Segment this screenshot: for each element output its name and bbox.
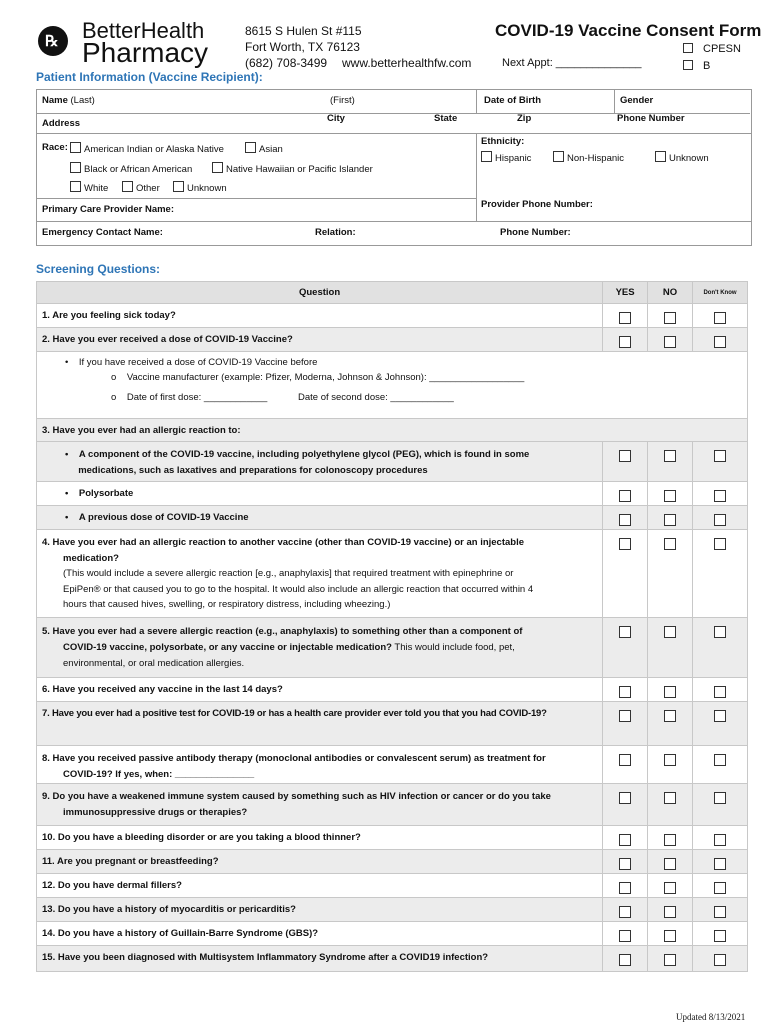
race-other[interactable]: Other [122, 181, 160, 194]
question-12: 12. Do you have dermal fillers? [37, 874, 603, 898]
question-row-15 [37, 946, 748, 972]
q14-dk-checkbox[interactable] [714, 930, 726, 942]
q5-no-checkbox[interactable] [664, 626, 676, 638]
form-title: COVID-19 Vaccine Consent Form [495, 21, 762, 40]
q12-yes-checkbox[interactable] [619, 882, 631, 894]
question-row-12 [37, 874, 748, 898]
address-line1: 8615 S Hulen St #115 [245, 24, 362, 38]
phone-label: Phone Number [617, 113, 685, 124]
q6-yes-checkbox[interactable] [619, 686, 631, 698]
question-row-14 [37, 922, 748, 946]
question-row-4 [37, 530, 748, 618]
address-line2: Fort Worth, TX 76123 [245, 40, 360, 54]
screening-heading: Screening Questions: [36, 262, 161, 276]
rx-logo-icon: ℞ [38, 26, 68, 56]
q13-no-checkbox[interactable] [664, 906, 676, 918]
pcp-label: Primary Care Provider Name: [42, 204, 175, 215]
q2-manufacturer-field[interactable]: Vaccine manufacturer (example: Pfizer, Moderna, Johnson & Johnson): __________________ [126, 372, 525, 383]
state-label: State [434, 113, 458, 124]
pharmacy-phone: (682) 708-3499 [245, 56, 328, 70]
cpesn-label: CPESN [683, 43, 741, 55]
question-1: 1. Are you feeling sick today? [37, 304, 603, 328]
patient-info-heading: Patient Information (Vaccine Recipient): [36, 70, 263, 84]
question-row-3b [37, 482, 748, 506]
q5-yes-checkbox[interactable] [619, 626, 631, 638]
q13-yes-checkbox[interactable] [619, 906, 631, 918]
question-8: 8. Have you received passive antibody therapy (monoclonal antibodies or convalescent serum) as treatment for COVID-19? If yes, when: _______________ [37, 746, 603, 784]
q2-no-checkbox[interactable] [664, 336, 676, 348]
q1-dk-checkbox[interactable] [714, 312, 726, 324]
col-no: NO [648, 282, 693, 304]
name-label: Name (Last) [42, 95, 95, 106]
city-label: City [327, 113, 345, 124]
col-question: Question [37, 282, 603, 304]
q14-no-checkbox[interactable] [664, 930, 676, 942]
updated-date: Updated 8/13/2021 [676, 1012, 746, 1022]
first-name-label: (First) [330, 95, 355, 106]
question-3: 3. Have you ever had an allergic reaction to: [37, 419, 748, 442]
q7-dk-checkbox[interactable] [714, 710, 726, 722]
q2-dk-checkbox[interactable] [714, 336, 726, 348]
q9-no-checkbox[interactable] [664, 792, 676, 804]
q3b-no-checkbox[interactable] [664, 490, 676, 502]
question-row-2 [37, 328, 748, 352]
race-american-indian[interactable]: American Indian or Alaska Native [70, 142, 224, 155]
question-13: 13. Do you have a history of myocarditis or pericarditis? [37, 898, 603, 922]
brand-bottom: Pharmacy [82, 37, 209, 68]
q13-dk-checkbox[interactable] [714, 906, 726, 918]
next-appt-field[interactable]: Next Appt: ______________ [502, 57, 642, 69]
q2-first-dose-field[interactable]: Date of first dose: ____________ [126, 392, 268, 403]
q1-yes-checkbox[interactable] [619, 312, 631, 324]
q6-no-checkbox[interactable] [664, 686, 676, 698]
screening-header-row [37, 282, 748, 304]
question-3b: • Polysorbate [37, 482, 603, 506]
question-7: 7. Have you ever had a positive test for COVID-19 or has a health care provider ever told you that you had COVID-19? [37, 702, 603, 746]
screening-table [36, 281, 748, 972]
question-row-9 [37, 784, 748, 826]
question-4: 4. Have you ever had an allergic reaction to another vaccine (other than COVID-19 vaccine) or an injectable medication? (This would include a severe allergic reaction [e.g., anaphylaxis] that required treatment with epinephrine or EpiPen® or that caused you to go to the hospital. It would also include an allergic reaction that occurred within 4 hours that caused hives, swelling, or respiratory distress, including wheezing.) [37, 530, 603, 618]
question-row-3c [37, 506, 748, 530]
q12-dk-checkbox[interactable] [714, 882, 726, 894]
q5-dk-checkbox[interactable] [714, 626, 726, 638]
q10-dk-checkbox[interactable] [714, 834, 726, 846]
b-checkbox[interactable] [683, 60, 693, 70]
relation-label: Relation: [315, 227, 356, 238]
q2-bullet: If you have received a dose of COVID-19 Vaccine before [78, 357, 318, 368]
race-unknown[interactable]: Unknown [173, 181, 227, 194]
q10-yes-checkbox[interactable] [619, 834, 631, 846]
dob-label: Date of Birth [484, 95, 541, 106]
q15-dk-checkbox[interactable] [714, 954, 726, 966]
question-5: 5. Have you ever had a severe allergic reaction (e.g., anaphylaxis) to something other than a component of COVID-19 vaccine, polysorbate, or any vaccine or injectable medication? This would include food, pet, environmental, or oral medication allergies. [37, 618, 603, 678]
q8-yes-checkbox[interactable] [619, 754, 631, 766]
ethnicity-non-hispanic[interactable]: Non-Hispanic [553, 151, 624, 164]
question-row-3 [37, 419, 748, 442]
emergency-contact-label: Emergency Contact Name: [42, 227, 163, 238]
race-label: Race: [42, 142, 68, 153]
q3b-yes-checkbox[interactable] [619, 490, 631, 502]
cpesn-checkbox[interactable] [683, 43, 693, 53]
gender-label: Gender [620, 95, 654, 106]
col-dont-know: Don't Know [693, 282, 748, 304]
race-white[interactable]: White [70, 181, 108, 194]
q7-yes-checkbox[interactable] [619, 710, 631, 722]
ec-phone-label: Phone Number: [500, 227, 571, 238]
b-label: B [683, 60, 710, 72]
question-3a: • A component of the COVID-19 vaccine, including polyethylene glycol (PEG), which is found in some medications, such as laxatives and preparations for colonoscopy procedures [37, 442, 603, 482]
question-row-11 [37, 850, 748, 874]
q8-dk-checkbox[interactable] [714, 754, 726, 766]
question-row-6 [37, 678, 748, 702]
question-14: 14. Do you have a history of Guillain-Barre Syndrome (GBS)? [37, 922, 603, 946]
question-2: 2. Have you ever received a dose of COVID-19 Vaccine? [37, 328, 603, 352]
q4-no-checkbox[interactable] [664, 538, 676, 550]
question-row-5 [37, 618, 748, 678]
q12-no-checkbox[interactable] [664, 882, 676, 894]
q15-yes-checkbox[interactable] [619, 954, 631, 966]
race-black[interactable]: Black or African American [70, 162, 192, 175]
question-15: 15. Have you been diagnosed with Multisystem Inflammatory Syndrome after a COVID19 infection? [37, 946, 603, 972]
q7-no-checkbox[interactable] [664, 710, 676, 722]
q11-no-checkbox[interactable] [664, 858, 676, 870]
zip-label: Zip [517, 113, 532, 124]
q9-dk-checkbox[interactable] [714, 792, 726, 804]
q3b-dk-checkbox[interactable] [714, 490, 726, 502]
q11-yes-checkbox[interactable] [619, 858, 631, 870]
q8-no-checkbox[interactable] [664, 754, 676, 766]
q1-no-checkbox[interactable] [664, 312, 676, 324]
question-row-7 [37, 702, 748, 746]
address-label: Address [42, 118, 81, 129]
q15-no-checkbox[interactable] [664, 954, 676, 966]
q3c-no-checkbox[interactable] [664, 514, 676, 526]
provider-phone-label: Provider Phone Number: [481, 199, 593, 210]
q3c-yes-checkbox[interactable] [619, 514, 631, 526]
q4-yes-checkbox[interactable] [619, 538, 631, 550]
q2-second-dose-field[interactable]: Date of second dose: ____________ [298, 392, 454, 403]
ethnicity-label: Ethnicity: [481, 136, 525, 147]
q11-dk-checkbox[interactable] [714, 858, 726, 870]
q2-yes-checkbox[interactable] [619, 336, 631, 348]
q3a-yes-checkbox[interactable] [619, 450, 631, 462]
question-row-10 [37, 826, 748, 850]
question-row-13 [37, 898, 748, 922]
q10-no-checkbox[interactable] [664, 834, 676, 846]
question-row-1 [37, 304, 748, 328]
q9-yes-checkbox[interactable] [619, 792, 631, 804]
question-11: 11. Are you pregnant or breastfeeding? [37, 850, 603, 874]
brand-top: BetterHealth [82, 18, 205, 43]
col-yes: YES [603, 282, 648, 304]
race-asian[interactable]: Asian [245, 142, 283, 155]
question-2-details: • If you have received a dose of COVID-19 Vaccine before o Vaccine manufacturer (example: Pfizer, Moderna, Johnson & Johnson): __________________ o Date of first dose: ____________ Date of second dose: ____________ [37, 352, 748, 419]
q14-yes-checkbox[interactable] [619, 930, 631, 942]
ethnicity-unknown[interactable]: Unknown [655, 151, 709, 164]
question-row-3a [37, 442, 748, 482]
pharmacy-website: www.betterhealthfw.com [342, 56, 472, 70]
race-native-hawaiian[interactable]: Native Hawaiian or Pacific Islander [212, 162, 373, 175]
question-3c: • A previous dose of COVID-19 Vaccine [37, 506, 603, 530]
q4-dk-checkbox[interactable] [714, 538, 726, 550]
question-6: 6. Have you received any vaccine in the last 14 days? [37, 678, 603, 702]
q6-dk-checkbox[interactable] [714, 686, 726, 698]
question-10: 10. Do you have a bleeding disorder or are you taking a blood thinner? [37, 826, 603, 850]
ethnicity-hispanic[interactable]: Hispanic [481, 151, 531, 164]
q3c-dk-checkbox[interactable] [714, 514, 726, 526]
q3a-dk-checkbox[interactable] [714, 450, 726, 462]
question-9: 9. Do you have a weakened immune system caused by something such as HIV infection or cancer or do you take immunosuppressive drugs or therapies? [37, 784, 603, 826]
question-row-8 [37, 746, 748, 784]
q3a-no-checkbox[interactable] [664, 450, 676, 462]
